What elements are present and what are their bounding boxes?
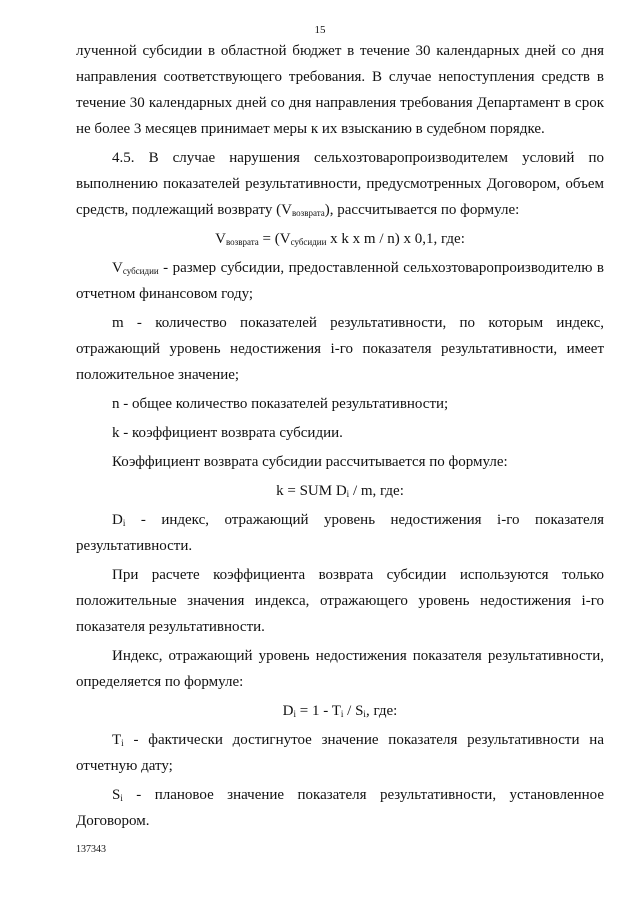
paragraph-4-5: 4.5. В случае нарушения сельхозтоваропроизводителем условий по выполнению показателей результативности, предусмотренных Договором, объем средств, подлежащий возврату $(V_{возврата})$, рассчитывается по формуле: [76, 150, 604, 218]
definition-k: k - коэффициент возврата субсидии. [112, 425, 343, 441]
paragraph-return-deadline: лученной субсидии в областной бюджет в течение 30 календарных дней со дня направления соответствующего требования. В случае непоступления средств в течение 30 календарных дней со дня направления требования Департамент в срок не более 3 месяцев принимает меры к их взысканию в судебном порядке. [76, 43, 604, 137]
document-body [76, 38, 604, 834]
page-number: 15 [314, 24, 326, 36]
definition-d-index: $D_i$ - индекс, отражающий уровень недостижения i-го показателя результативности. [76, 512, 604, 554]
definition-t-actual: $T_i$ - фактически достигнутое значение показателя результативности на отчетную дату; [76, 732, 604, 774]
definition-v-subsidy: $V_{субсидии}$ - размер субсидии, предоставленной сельхозтоваропроизводителю в отчетном финансовом году; [76, 260, 604, 302]
paragraph-index-intro: Индекс, отражающий уровень недостижения показателя результативности, определяется по формуле: [76, 648, 604, 690]
formula-coefficient: k = SUM $D_i$ / m, где: [276, 483, 404, 499]
paragraph-positive-values: При расчете коэффициента возврата субсидии используются только положительные значения индекса, отражающего уровень недостижения i-го показателя результативности. [76, 567, 604, 635]
formula-return-volume: $V_{возврата} = (V_{субсидии}$ x k x m / n) x 0,1, где: [215, 231, 465, 247]
definition-n: n - общее количество показателей результативности; [112, 396, 449, 412]
document-code: 137343 [76, 844, 106, 855]
definition-s-planned: $S_i$ - плановое значение показателя результативности, установленное Договором. [76, 787, 604, 829]
paragraph-coefficient-intro: Коэффициент возврата субсидии рассчитывается по формуле: [112, 454, 508, 470]
formula-index: $D_i = 1 - T_i / S_i$, где: [282, 703, 398, 719]
definition-m: m - количество показателей результативности, по которым индекс, отражающий уровень недостижения i-го показателя результативности, имеет положительное значение; [76, 315, 604, 383]
